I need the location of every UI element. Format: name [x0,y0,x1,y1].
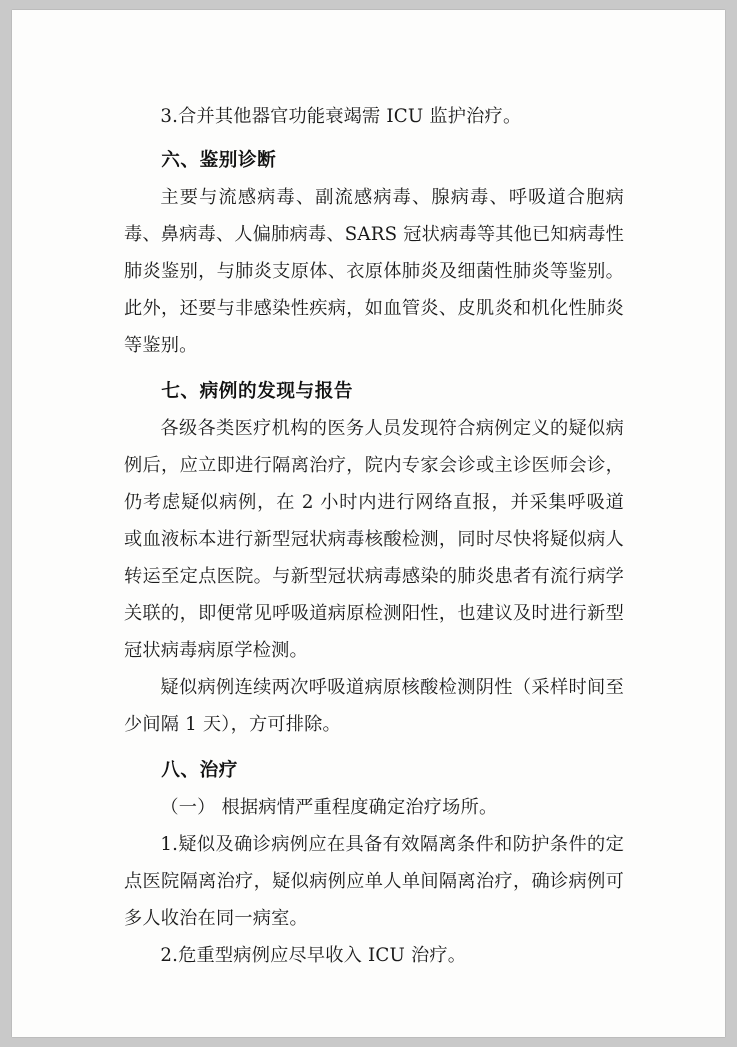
paragraph-suspected-case-exclusion: 疑似病例连续两次呼吸道病原核酸检测阴性（采样时间至少间隔 1 天），方可排除。 [124,677,624,735]
paragraph-treatment-location: （一） 根据病情严重程度确定治疗场所。 [160,797,498,818]
document-text-column [124,98,624,974]
paragraph-icu-support: 3.合并其他器官功能衰竭需 ICU 监护治疗。 [160,106,522,127]
spacer [124,364,624,373]
paragraph-critical-case-icu: 2.危重型病例应尽早收入 ICU 治疗。 [160,945,467,966]
document-page [12,10,725,1037]
spacer [124,743,624,752]
heading-section-six: 六、鉴别诊断 [161,150,277,171]
paragraph-differential-diagnosis: 主要与流感病毒、副流感病毒、腺病毒、呼吸道合胞病毒、鼻病毒、人偏肺病毒、SARS 冠状病毒等其他已知病毒性肺炎鉴别，与肺炎支原体、衣原体肺炎及细菌性肺炎等鉴别。此外，还要与非感染性疾病，如血管炎、皮肌炎和机化性肺炎等鉴别。 [124,187,624,356]
heading-section-eight: 八、治疗 [161,760,238,781]
paragraph-case-detection-reporting: 各级各类医疗机构的医务人员发现符合病例定义的疑似病例后，应立即进行隔离治疗，院内专家会诊或主诊医师会诊，仍考虑疑似病例，在 2 小时内进行网络直报，并采集呼吸道或血液标本进行新型冠状病毒核酸检测，同时尽快将疑似病人转运至定点医院。与新型冠状病毒感染的肺炎患者有流行病学关联的，即便常见呼吸道病原检测阳性，也建议及时进行新型冠状病毒病原学检测。 [124,418,624,661]
spacer [124,135,624,142]
heading-section-seven: 七、病例的发现与报告 [161,381,354,402]
paragraph-isolation-treatment: 1.疑似及确诊病例应在具备有效隔离条件和防护条件的定点医院隔离治疗，疑似病例应单人单间隔离治疗，确诊病例可多人收治在同一病室。 [124,834,624,929]
